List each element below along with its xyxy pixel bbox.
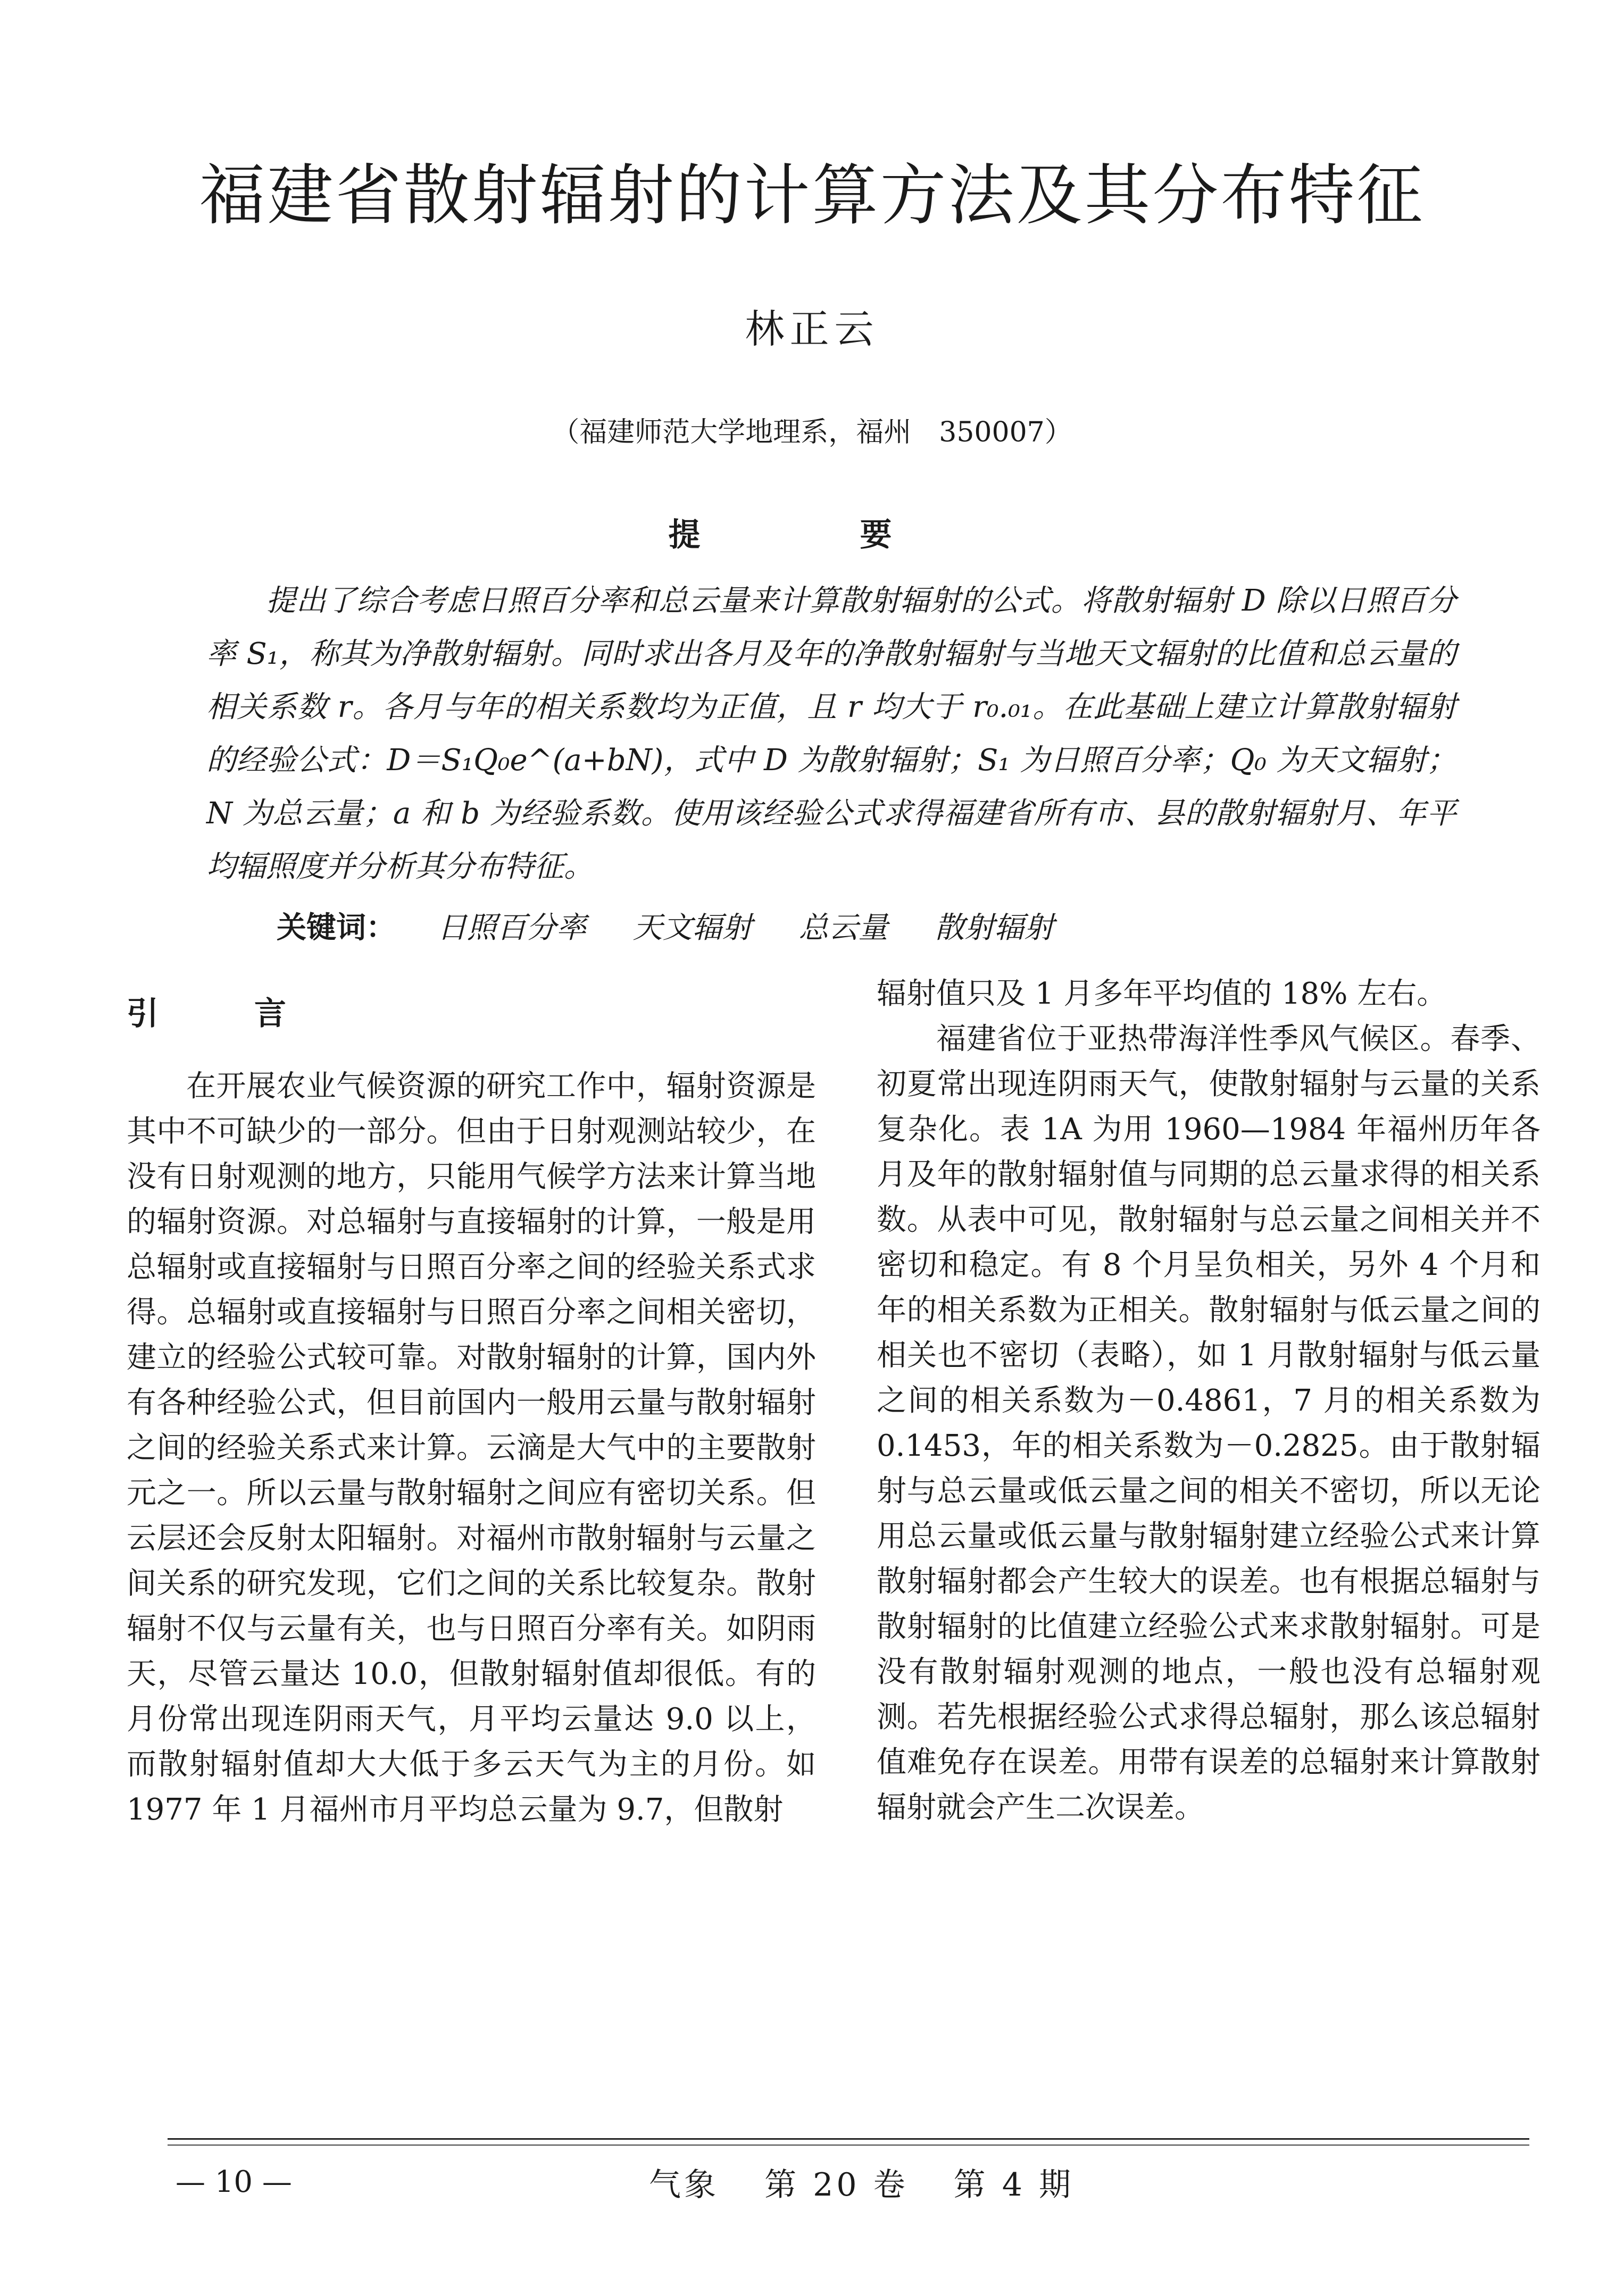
left-column — [127, 1064, 816, 1832]
body-paragraph: 在开展农业气候资源的研究工作中，辐射资源是其中不可缺少的一部分。但由于日射观测站较少，在没有日射观测的地方，只能用气候学方法来计算当地的辐射资源。对总辐射与直接辐射的计算，一般是用总辐射或直接辐射与日照百分率之间的经验关系式求得。总辐射或直接辐射与日照百分率之间相关密切，建立的经验公式较可靠。对散射辐射的计算，国内外有各种经验公式，但目前国内一般用云量与散射辐射之间的经验关系式来计算。云滴是大气中的主要散射元之一。所以云量与散射辐射之间应有密切关系。但云层还会反射太阳辐射。对福州市散射辐射与云量之间关系的研究发现，它们之间的关系比较复杂。散射辐射不仅与云量有关，也与日照百分率有关。如阴雨天，尽管云量达 10.0，但散射辐射值却很低。有的月份常出现连阴雨天气，月平均云量达 9.0 以上，而散射辐射值却大大低于多云天气为主的月份。如 1977 年 1 月福州市月平均总云量为 9.7，但散射 — [127, 1069, 816, 1827]
abstract-text: 提出了综合考虑日照百分率和总云量来计算散射辐射的公式。将散射辐射 D 除以日照百分率 S₁，称其为净散射辐射。同时求出各月及年的净散射辐射与当地天文辐射的比值和总云量的相关系数 r。各月与年的相关系数均为正值，且 r 均大于 r₀.₀₁。在此基础上建立计算散射辐射的经验公式：D＝S₁Q₀e^(a+bN)，式中 D 为散射辐射；S₁ 为日照百分率；Q₀ 为天文辐射；N 为总云量；a 和 b 为经验系数。使用该经验公式求得福建省所有市、县的散射辐射月、年平均辐照度并分析其分布特征。 — [206, 583, 1456, 884]
journal-volume: 第 20 卷 — [764, 2166, 909, 2204]
paper-title: 福建省散射辐射的计算方法及其分布特征 — [199, 157, 1425, 234]
keyword: 散射辐射 — [935, 911, 1054, 945]
abstract-heading: 提 要 — [668, 516, 956, 554]
author-affiliation: （福建师范大学地理系，福州 350007） — [552, 416, 1072, 448]
journal-citation — [649, 2159, 1106, 2205]
keyword: 总云量 — [798, 911, 888, 945]
keywords-line — [277, 904, 1500, 947]
keyword: 日照百分率 — [437, 911, 586, 945]
keyword: 天文辐射 — [632, 911, 752, 945]
footer-rule — [168, 2138, 1529, 2140]
section-heading-introduction: 引 言 — [127, 995, 318, 1032]
body-paragraph: 福建省位于亚热带海洋性季风气候区。春季、初夏常出现连阴雨天气，使散射辐射与云量的关系复杂化。表 1A 为用 1960—1984 年福州历年各月及年的散射辐射值与同期的总云量求得的相关系数。从表中可见，散射辐射与总云量之间相关并不密切和稳定。有 8 个月呈负相关，另外 4 个月和年的相关系数为正相关。散射辐射与低云量之间的相关也不密切（表略），如 1 月散射辐射与低云量之间的相关系数为－0.4861，7 月的相关系数为 0.1453，年的相关系数为－0.2825。由于散射辐射与总云量或低云量之间的相关不密切，所以无论用总云量或低云量与散射辐射建立经验公式来计算散射辐射都会产生较大的误差。也有根据总辐射与散射辐射的比值建立经验公式来求散射辐射。可是没有散射辐射观测的地点，一般也没有总辐射观测。若先根据经验公式求得总辐射，那么该总辐射值难免存在误差。用带有误差的总辐射来计算散射辐射就会产生二次误差。 — [877, 1022, 1540, 1825]
author-name: 林正云 — [745, 306, 879, 352]
footer-rule-thin — [168, 2145, 1529, 2146]
journal-name: 气象 — [649, 2166, 719, 2204]
body-paragraph-continuation: 辐射值只及 1 月多年平均值的 18% 左右。 — [877, 977, 1447, 1011]
right-column — [877, 971, 1540, 1830]
journal-issue: 第 4 期 — [953, 2166, 1074, 2204]
keywords-label: 关键词： — [277, 910, 396, 945]
page-number: — 10 — — [176, 2165, 292, 2199]
